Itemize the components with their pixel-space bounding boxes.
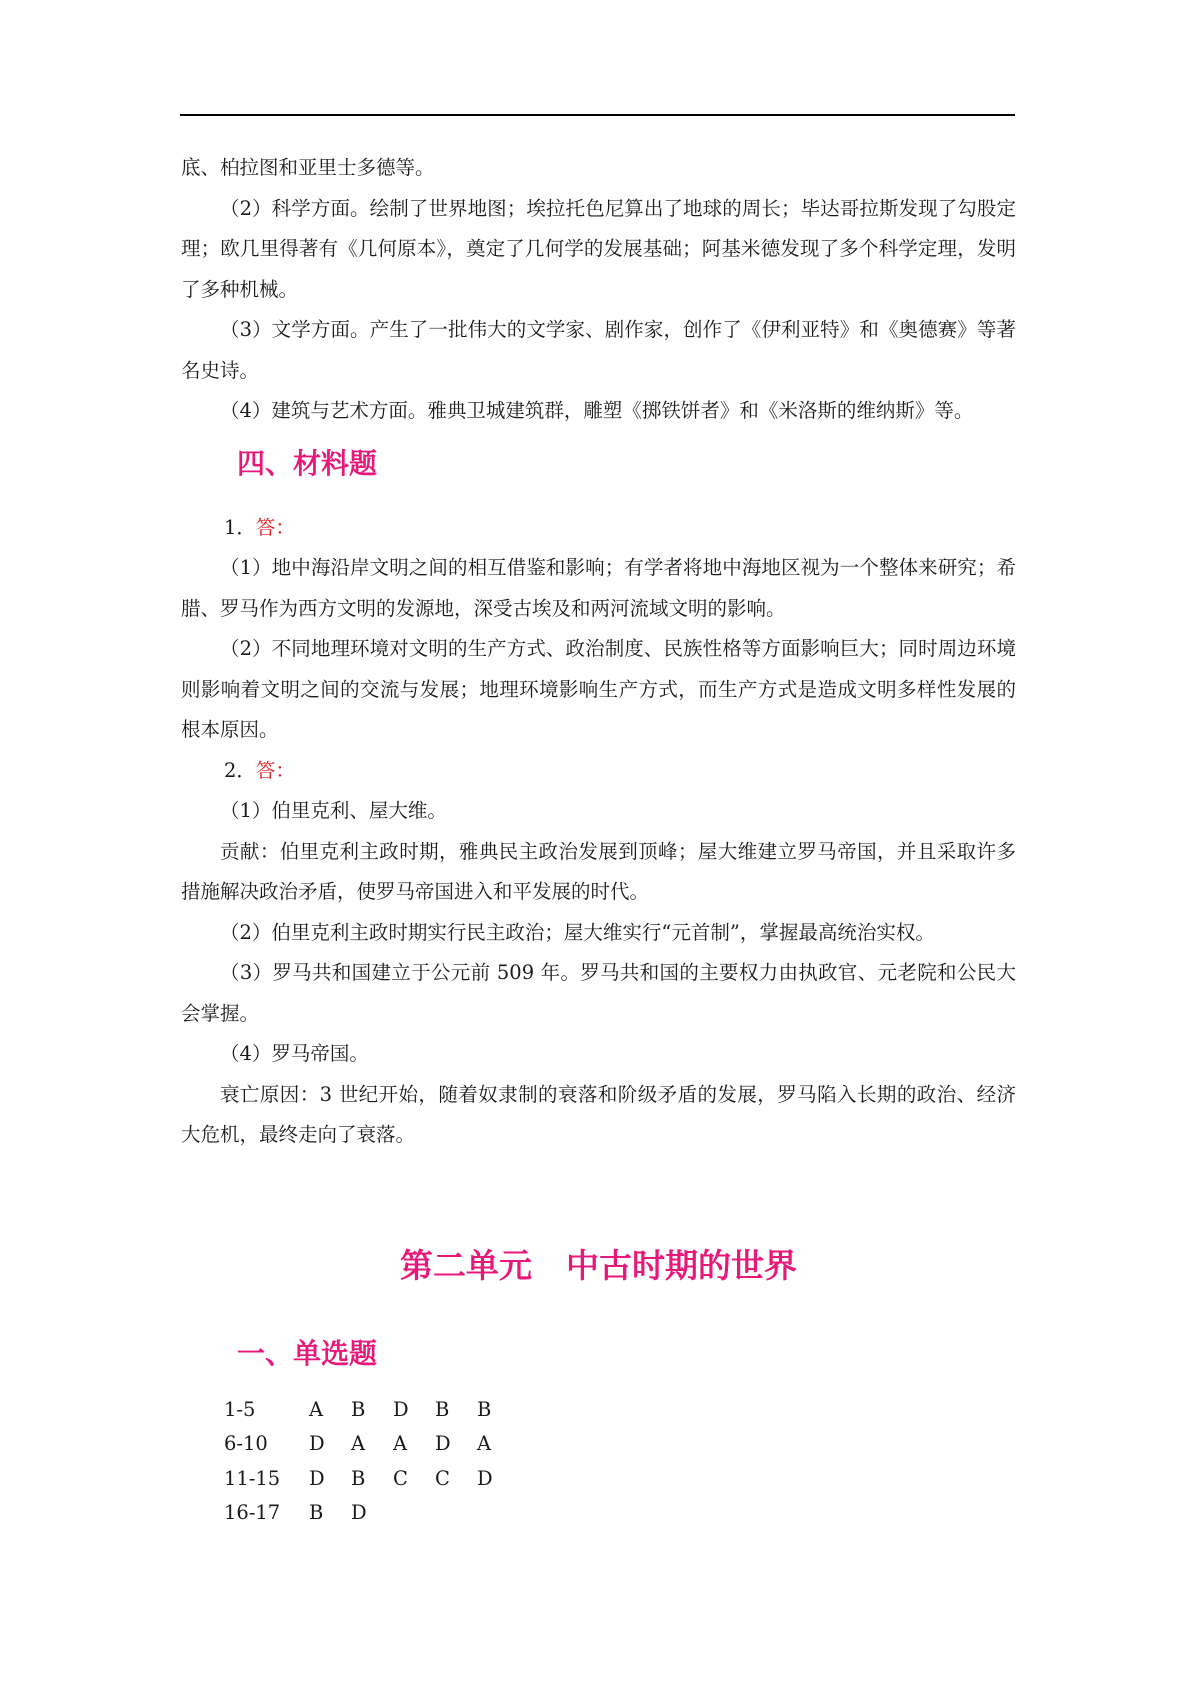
unit-title bbox=[181, 1244, 1016, 1334]
q2-answer-part-1: （1）伯里克利、屋大维。 bbox=[220, 799, 447, 822]
answer-letter: D bbox=[435, 1432, 451, 1456]
document-body bbox=[181, 148, 1016, 1374]
paragraph-literature: （3）文学方面。产生了一批伟大的文学家、剧作家，创作了《伊利亚特》和《奥德赛》等著名史诗。 bbox=[181, 318, 1016, 382]
section-heading-single-choice: 一、单选题 bbox=[237, 1336, 378, 1370]
question-number: 1． bbox=[224, 515, 256, 539]
answer-letter: D bbox=[309, 1466, 325, 1490]
answer-letter: B bbox=[351, 1466, 366, 1490]
q1-answer-part-1: （1）地中海沿岸文明之间的相互借鉴和影响；有学者将地中海地区视为一个整体来研究；希腊、罗马作为西方文明的发源地，深受古埃及和两河流域文明的影响。 bbox=[181, 556, 1016, 620]
answer-row bbox=[224, 1392, 519, 1427]
answer-row bbox=[224, 1496, 519, 1531]
q1-answer-part-2: （2）不同地理环境对文明的生产方式、政治制度、民族性格等方面影响巨大；同时周边环境则影响着文明之间的交流与发展；地理环境影响生产方式，而生产方式是造成文明多样性发展的根本原因。 bbox=[181, 637, 1016, 741]
answer-letter: B bbox=[309, 1501, 324, 1525]
answer-letter: A bbox=[309, 1397, 324, 1421]
answer-letter: C bbox=[393, 1466, 408, 1490]
q2-answer-part-2: （2）伯里克利主政时期实行民主政治；屋大维实行“元首制”，掌握最高统治实权。 bbox=[220, 920, 935, 944]
unit-number: 第二单元 bbox=[400, 1245, 532, 1285]
answer-letter: D bbox=[477, 1466, 493, 1490]
question-number: 2． bbox=[224, 758, 256, 782]
answer-label: 答： bbox=[255, 515, 295, 539]
paragraph-science: （2）科学方面。绘制了世界地图；埃拉托色尼算出了地球的周长；毕达哥拉斯发现了勾股定理；欧几里得著有《几何原本》，奠定了几何学的发展基础；阿基米德发现了多个科学定理，发明了多种机械。 bbox=[181, 196, 1016, 301]
paragraph-architecture: （4）建筑与艺术方面。雅典卫城建筑群，雕塑《掷铁饼者》和《米洛斯的维纳斯》等。 bbox=[220, 399, 974, 422]
answer-letter: D bbox=[393, 1397, 409, 1421]
answer-letter: A bbox=[477, 1432, 492, 1456]
question-range: 11-15 bbox=[224, 1466, 281, 1490]
answer-letter: B bbox=[435, 1397, 450, 1421]
header-rule bbox=[180, 114, 1015, 116]
answer-letter: A bbox=[351, 1432, 366, 1456]
answer-letter: D bbox=[351, 1501, 367, 1525]
continuation-line: 底、柏拉图和亚里士多德等。 bbox=[181, 156, 435, 179]
question-range: 1-5 bbox=[224, 1397, 256, 1421]
answer-letter: B bbox=[477, 1397, 492, 1421]
question-2-label bbox=[181, 751, 1016, 792]
q2-decline-reasons: 衰亡原因：3 世纪开始，随着奴隶制的衰落和阶级矛盾的发展，罗马陷入长期的政治、经济大危机，最终走向了衰落。 bbox=[181, 1082, 1016, 1146]
question-range: 16-17 bbox=[224, 1501, 281, 1525]
question-range: 6-10 bbox=[224, 1432, 268, 1456]
q2-answer-part-3: （3）罗马共和国建立于公元前 509 年。罗马共和国的主要权力由执政官、元老院和公民大会掌握。 bbox=[181, 961, 1016, 1025]
question-1-label bbox=[181, 508, 1016, 549]
answer-letter: D bbox=[309, 1432, 325, 1456]
answer-letter: B bbox=[351, 1397, 366, 1421]
q2-contribution: 贡献：伯里克利主政时期，雅典民主政治发展到顶峰；屋大维建立罗马帝国，并且采取许多措施解决政治矛盾，使罗马帝国进入和平发展的时代。 bbox=[181, 839, 1016, 903]
answer-row bbox=[224, 1427, 519, 1462]
q2-answer-part-4: （4）罗马帝国。 bbox=[220, 1042, 369, 1065]
answer-row bbox=[224, 1461, 519, 1496]
unit-name: 中古时期的世界 bbox=[566, 1245, 797, 1285]
answer-key-table bbox=[224, 1392, 519, 1530]
answer-letter: A bbox=[393, 1432, 408, 1456]
answer-label: 答： bbox=[255, 758, 295, 782]
answer-letter: C bbox=[435, 1466, 450, 1490]
section-heading-materials: 四、材料题 bbox=[237, 446, 378, 480]
